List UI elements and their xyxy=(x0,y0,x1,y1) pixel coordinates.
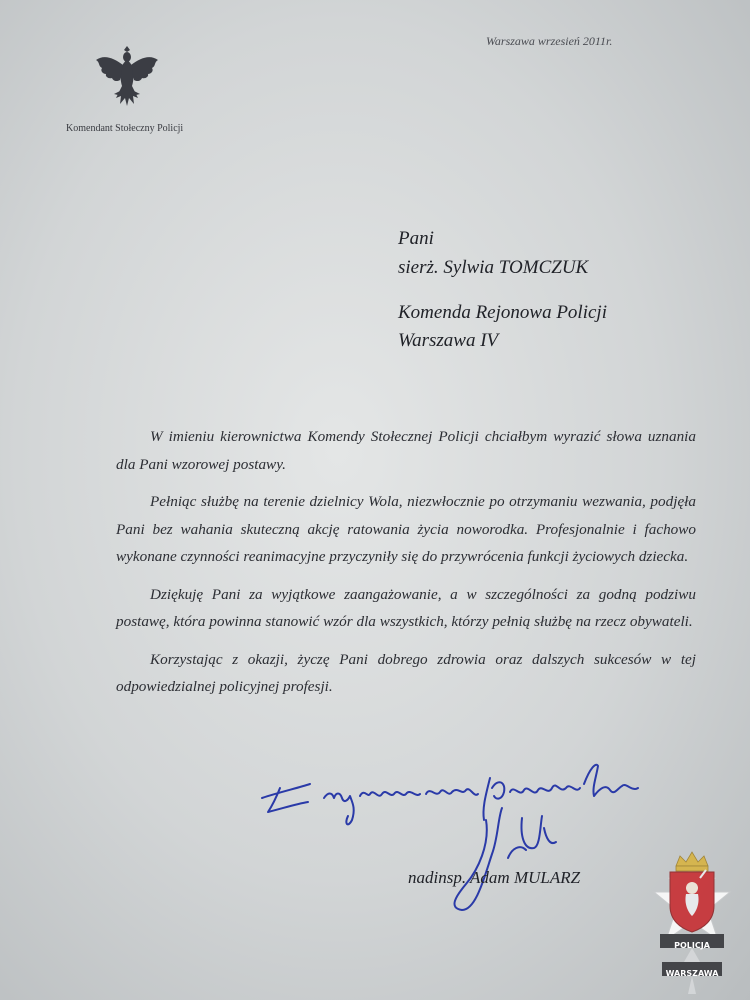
paragraph-1: W imieniu kierownictwa Komendy Stołecznej Policji chciałbym wyrazić słowa uznania dla Pani wzorowej postawy. xyxy=(116,428,696,473)
recipient-city: Warszawa IV xyxy=(398,330,499,351)
recipient-unit: Komenda Rejonowa Policji xyxy=(398,302,607,323)
date-line: Warszawa wrzesień 2011r. xyxy=(486,34,613,48)
letter-body xyxy=(116,423,696,711)
recipient-name: sierż. Sylwia TOMCZUK xyxy=(398,257,589,278)
paragraph-3: Dziękuję Pani za wyjątkowe zaangażowanie, a w szczególności za godną podziwu postawę, która powinna stanowić wzór dla wszystkich, którzy pełnią służbę na rzecz obywateli. xyxy=(116,585,696,630)
issuer-label: Komendant Stołeczny Policji xyxy=(66,123,184,134)
paragraph-2: Pełniąc służbę na terenie dzielnicy Wola, niezwłocznie po otrzymaniu wezwania, podjęła Pani bez wahania skuteczną akcję ratowania życia noworodka. Profesjonalnie i fachowo wykonane czynności reanimacyjne przyczyniły się do przywrócenia funkcji życiowych dziecka. xyxy=(116,493,696,565)
paragraph-4: Korzystając z okazji, życzę Pani dobrego zdrowia oraz dalszych sukcesów w tej odpowiedzialnej policyjnej profesji. xyxy=(116,650,696,695)
badge-text-warszawa: WARSZAWA xyxy=(665,969,719,978)
signer-name: nadinsp. Adam MULARZ xyxy=(408,868,581,887)
badge-text-policja: POLICJA xyxy=(674,941,710,950)
polish-eagle-icon xyxy=(92,40,162,112)
recipient-salutation: Pani xyxy=(398,228,434,249)
